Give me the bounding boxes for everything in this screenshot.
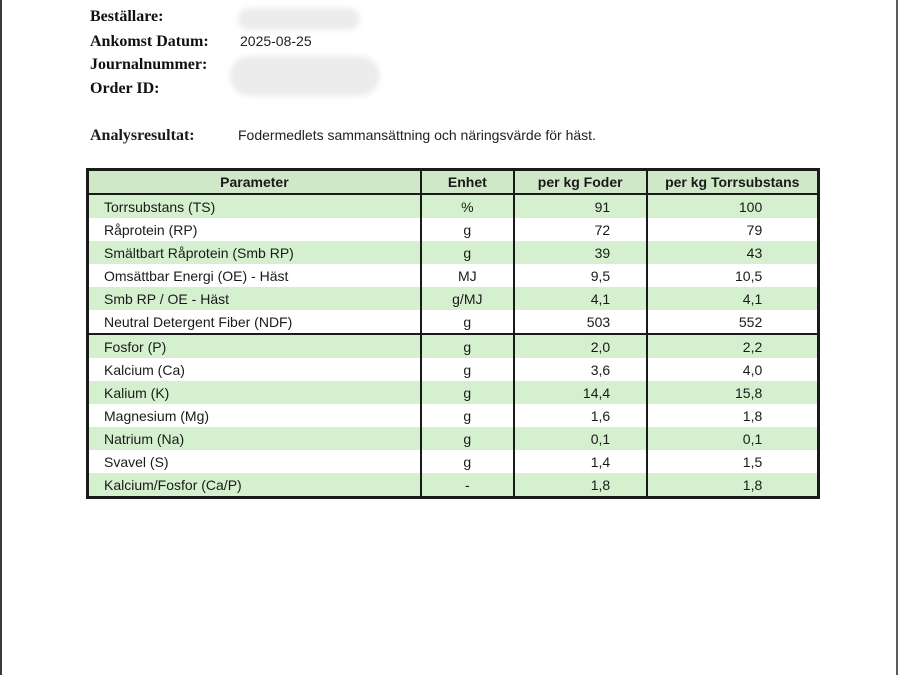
unit-cell: g/MJ xyxy=(421,287,514,310)
per-kg-foder-cell xyxy=(514,473,647,498)
unit-cell: % xyxy=(421,194,514,218)
header-enhet: Enhet xyxy=(421,170,514,195)
per-kg-foder-cell-value: 503 xyxy=(586,313,611,330)
journal-row xyxy=(90,54,312,78)
header-parameter: Parameter xyxy=(88,170,421,195)
parameter-cell: Råprotein (RP) xyxy=(88,218,421,241)
per-kg-foder-cell-value: 1,6 xyxy=(590,407,611,424)
per-kg-foder-cell xyxy=(514,450,647,473)
table-header-row xyxy=(88,170,819,195)
per-kg-foder-cell xyxy=(514,334,647,358)
per-kg-ts-cell xyxy=(647,287,819,310)
unit-cell: g xyxy=(421,310,514,334)
per-kg-foder-cell-value: 1,4 xyxy=(590,453,611,470)
per-kg-ts-cell xyxy=(647,241,819,264)
table-row xyxy=(88,194,819,218)
table-row xyxy=(88,358,819,381)
per-kg-ts-cell-value: 1,8 xyxy=(742,407,763,424)
per-kg-ts-cell xyxy=(647,381,819,404)
parameter-cell: Smältbart Råprotein (Smb RP) xyxy=(88,241,421,264)
unit-cell: g xyxy=(421,218,514,241)
header-per-kg-foder: per kg Foder xyxy=(514,170,647,195)
bestallare-label: Beställare: xyxy=(90,8,164,25)
unit-cell: - xyxy=(421,473,514,498)
table-row xyxy=(88,310,819,334)
parameter-cell: Kalcium/Fosfor (Ca/P) xyxy=(88,473,421,498)
table-row xyxy=(88,450,819,473)
per-kg-ts-cell xyxy=(647,218,819,241)
unit-cell: g xyxy=(421,334,514,358)
per-kg-ts-cell-value: 0,1 xyxy=(742,430,763,447)
per-kg-foder-cell-value: 9,5 xyxy=(590,267,611,284)
analysresultat xyxy=(90,124,596,146)
table-row xyxy=(88,404,819,427)
parameter-cell: Natrium (Na) xyxy=(88,427,421,450)
parameter-cell: Torrsubstans (TS) xyxy=(88,194,421,218)
table-row xyxy=(88,218,819,241)
table-row xyxy=(88,427,819,450)
table-row xyxy=(88,241,819,264)
redacted-bestallare xyxy=(238,8,360,30)
unit-cell: g xyxy=(421,358,514,381)
parameter-cell: Smb RP / OE - Häst xyxy=(88,287,421,310)
analys-label: Analysresultat: xyxy=(90,127,195,144)
per-kg-foder-cell-value: 72 xyxy=(594,221,611,238)
per-kg-foder-cell xyxy=(514,218,647,241)
table-row xyxy=(88,264,819,287)
unit-cell: g xyxy=(421,427,514,450)
unit-cell: g xyxy=(421,241,514,264)
per-kg-foder-cell-value: 3,6 xyxy=(590,361,611,378)
order-label: Order ID: xyxy=(90,80,160,97)
per-kg-foder-cell xyxy=(514,404,647,427)
per-kg-foder-cell-value: 0,1 xyxy=(590,430,611,447)
bestallare-row xyxy=(90,6,312,30)
parameter-cell: Magnesium (Mg) xyxy=(88,404,421,427)
table-row xyxy=(88,287,819,310)
parameter-cell: Kalcium (Ca) xyxy=(88,358,421,381)
journal-label: Journalnummer: xyxy=(90,56,208,73)
results-body xyxy=(88,194,819,498)
per-kg-ts-cell-value: 79 xyxy=(746,221,763,238)
per-kg-foder-cell xyxy=(514,427,647,450)
per-kg-foder-cell xyxy=(514,241,647,264)
results-table xyxy=(86,168,820,499)
order-meta xyxy=(90,6,312,102)
table-row xyxy=(88,334,819,358)
per-kg-ts-cell-value: 4,0 xyxy=(742,361,763,378)
parameter-cell: Neutral Detergent Fiber (NDF) xyxy=(88,310,421,334)
unit-cell: MJ xyxy=(421,264,514,287)
per-kg-ts-cell-value: 1,5 xyxy=(742,453,763,470)
per-kg-ts-cell-value: 552 xyxy=(738,313,763,330)
per-kg-ts-cell xyxy=(647,450,819,473)
per-kg-ts-cell xyxy=(647,310,819,334)
unit-cell: g xyxy=(421,450,514,473)
per-kg-foder-cell xyxy=(514,264,647,287)
analys-description: Fodermedlets sammansättning och näringsvärde för häst. xyxy=(238,127,596,143)
per-kg-foder-cell-value: 91 xyxy=(594,198,611,215)
ankomst-row xyxy=(90,30,312,54)
parameter-cell: Fosfor (P) xyxy=(88,334,421,358)
per-kg-ts-cell-value: 4,1 xyxy=(742,290,763,307)
per-kg-ts-cell-value: 2,2 xyxy=(742,338,763,355)
per-kg-ts-cell xyxy=(647,264,819,287)
table-row xyxy=(88,473,819,498)
parameter-cell: Kalium (K) xyxy=(88,381,421,404)
per-kg-foder-cell-value: 1,8 xyxy=(590,476,611,493)
parameter-cell: Omsättbar Energi (OE) - Häst xyxy=(88,264,421,287)
page-border-left xyxy=(0,0,2,675)
per-kg-ts-cell-value: 1,8 xyxy=(742,476,763,493)
per-kg-foder-cell xyxy=(514,287,647,310)
per-kg-foder-cell xyxy=(514,194,647,218)
per-kg-ts-cell-value: 43 xyxy=(746,244,763,261)
parameter-cell: Svavel (S) xyxy=(88,450,421,473)
per-kg-ts-cell xyxy=(647,473,819,498)
per-kg-foder-cell-value: 14,4 xyxy=(582,384,611,401)
table-row xyxy=(88,381,819,404)
header-per-kg-torrsubstans: per kg Torrsubstans xyxy=(647,170,819,195)
ankomst-value: 2025-08-25 xyxy=(240,33,312,49)
per-kg-ts-cell-value: 100 xyxy=(738,198,763,215)
per-kg-foder-cell xyxy=(514,381,647,404)
order-row xyxy=(90,78,312,102)
per-kg-foder-cell xyxy=(514,358,647,381)
per-kg-ts-cell xyxy=(647,334,819,358)
per-kg-foder-cell-value: 39 xyxy=(594,244,611,261)
per-kg-ts-cell-value: 15,8 xyxy=(735,384,763,401)
per-kg-foder-cell-value: 2,0 xyxy=(590,338,611,355)
per-kg-ts-cell xyxy=(647,194,819,218)
per-kg-ts-cell-value: 10,5 xyxy=(735,267,763,284)
unit-cell: g xyxy=(421,381,514,404)
unit-cell: g xyxy=(421,404,514,427)
ankomst-label: Ankomst Datum: xyxy=(90,33,209,50)
per-kg-foder-cell-value: 4,1 xyxy=(590,290,611,307)
per-kg-ts-cell xyxy=(647,404,819,427)
per-kg-ts-cell xyxy=(647,427,819,450)
per-kg-ts-cell xyxy=(647,358,819,381)
per-kg-foder-cell xyxy=(514,310,647,334)
page-border-right xyxy=(896,0,898,675)
